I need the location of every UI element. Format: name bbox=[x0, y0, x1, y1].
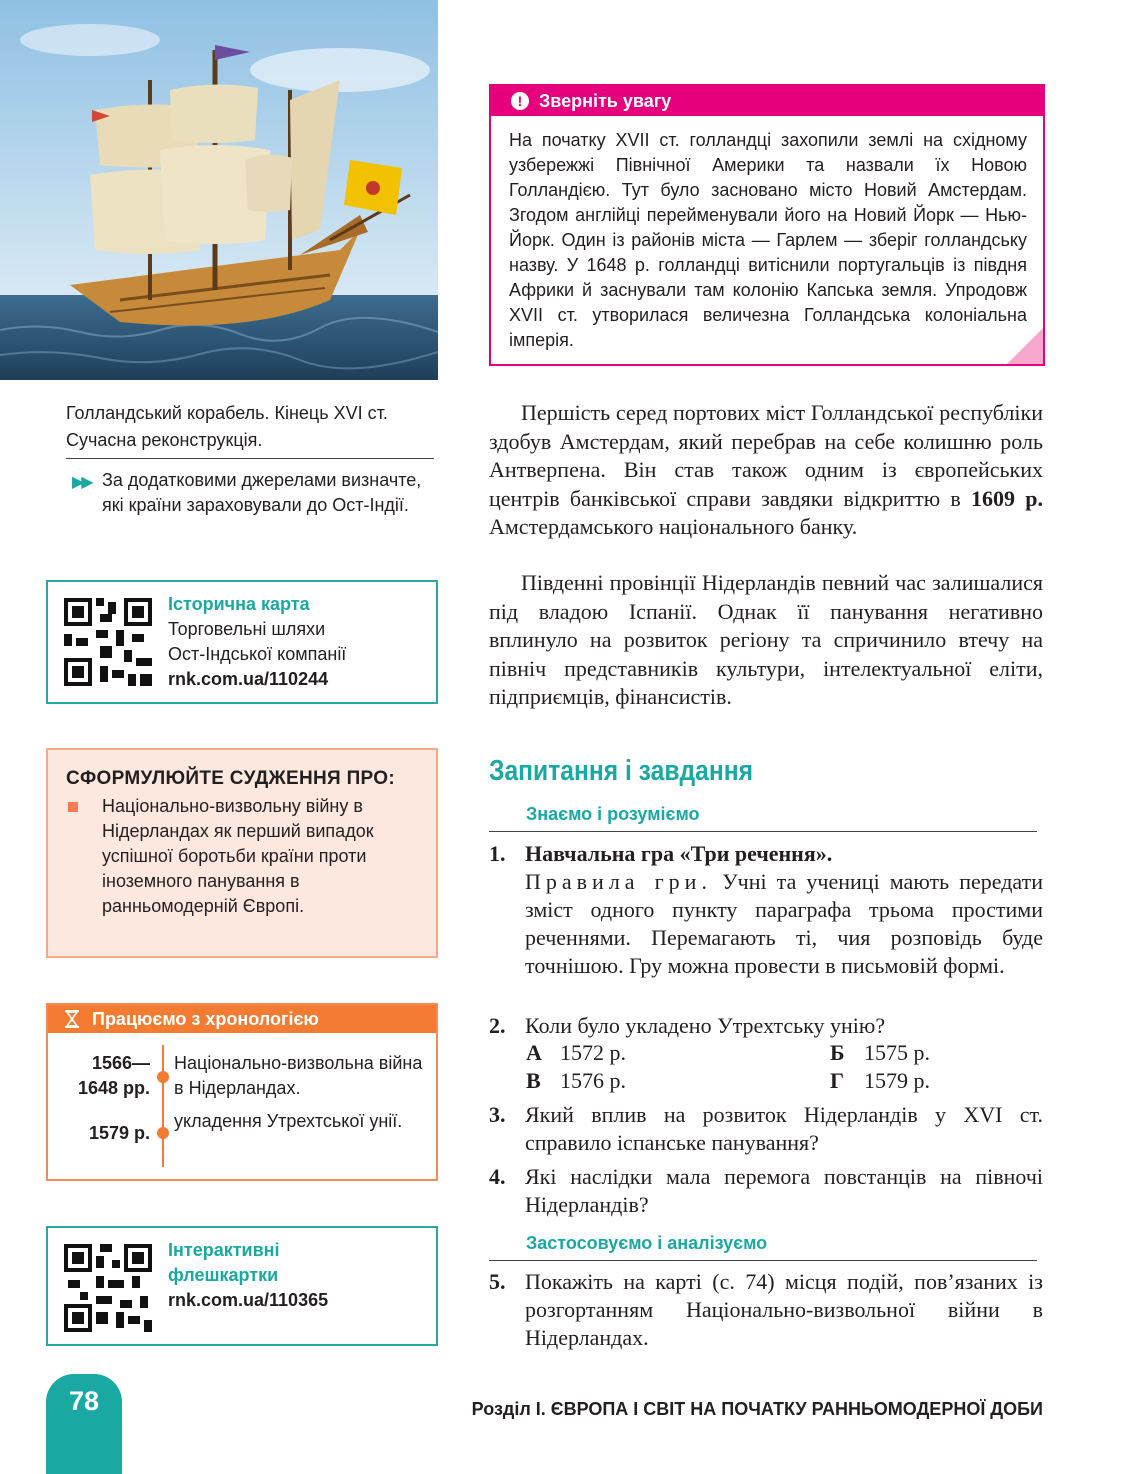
qr-flash-title: флешкартки bbox=[168, 1265, 279, 1285]
question-item bbox=[489, 1163, 1043, 1219]
chronology-date bbox=[50, 1051, 150, 1101]
timeline-line bbox=[162, 1045, 164, 1167]
question-title: Навчальна гра «Три речення». bbox=[525, 841, 833, 866]
chronology-box bbox=[46, 1003, 438, 1181]
paragraph-text: Амстердамського національного банку. bbox=[489, 514, 858, 539]
date-line: 1648 рр. bbox=[77, 1078, 150, 1098]
qr-flash-link[interactable]: rnk.com.ua/110365 bbox=[168, 1290, 329, 1310]
qr-map-title: Історична карта bbox=[168, 594, 310, 614]
question-item bbox=[489, 840, 1043, 980]
chronology-event: Національно-визвольна війна в Нідерландах. bbox=[174, 1053, 423, 1098]
exclamation-icon: ! bbox=[511, 92, 529, 110]
chronology-date bbox=[50, 1121, 150, 1146]
answer-option bbox=[526, 1040, 626, 1066]
attention-header bbox=[491, 86, 1043, 116]
qr-map-line2: Ост-Індської компанії bbox=[168, 644, 347, 664]
question-item bbox=[489, 1012, 1043, 1040]
question-number: 1. bbox=[489, 841, 506, 866]
qr-map-line1: Торговельні шляхи bbox=[168, 619, 326, 639]
question-text: Який вплив на розвиток Нідерландів у XVI ст. справило іспанське панування? bbox=[525, 1102, 1043, 1155]
timeline-dot bbox=[157, 1127, 169, 1139]
judgement-text: Національно-визвольну війну в Нідерландах як перший випадок успішної боротьби країни проти іноземного панування в ранньомодерній Європі. bbox=[102, 796, 374, 916]
judgement-box bbox=[46, 748, 438, 958]
question-number: 5. bbox=[489, 1269, 506, 1294]
qr-flash-title: Інтерактивні bbox=[168, 1240, 280, 1260]
answer-option bbox=[830, 1068, 930, 1094]
section-divider bbox=[489, 1260, 1037, 1261]
option-letter: Г bbox=[830, 1068, 844, 1093]
qr-map-link[interactable]: rnk.com.ua/110244 bbox=[168, 669, 329, 689]
date-line: 1579 р. bbox=[88, 1123, 150, 1143]
main-paragraph: Південні провінції Нідерландів певний час залишалися під владою Іспанії. Однак її панування негативно вплинуло на розвиток регіону та спричинило втечу на північ представників культури, інтелектуальної еліти, підприємців, фінансистів. bbox=[489, 570, 1043, 709]
qr-flashcards-box bbox=[46, 1226, 438, 1346]
answer-option bbox=[526, 1068, 626, 1094]
option-value: 1579 р. bbox=[864, 1068, 930, 1093]
double-arrow-icon: ▶▶ bbox=[72, 474, 91, 491]
chronology-title: Працюємо з хронологією bbox=[92, 1009, 319, 1029]
section-footer: Розділ I. ЄВРОПА І СВІТ НА ПОЧАТКУ РАННЬОМОДЕРНОЇ ДОБИ bbox=[471, 1399, 1043, 1419]
qr-code-icon[interactable] bbox=[64, 598, 152, 686]
option-value: 1572 р. bbox=[560, 1040, 626, 1065]
photo-caption: Голландський корабель. Кінець XVI ст. Сучасна реконструкція. bbox=[66, 403, 388, 450]
question-text: Покажіть на карті (с. 74) місця подій, пов’язаних із розгортанням Національно-визвольної війни в Нідерландах. bbox=[525, 1269, 1043, 1350]
question-number: 4. bbox=[489, 1164, 506, 1189]
paragraph-text: Першість серед портових міст Голландської республіки здобув Амстердам, який перебрав на себе колишню роль Антверпена. Він став також одним із європейських центрів банківської справи завдяки відкриттю в bbox=[489, 400, 1043, 511]
section-heading: Застосовуємо і аналізуємо bbox=[526, 1233, 768, 1253]
attention-title: Зверніть увагу bbox=[539, 91, 672, 111]
option-letter: А bbox=[526, 1040, 542, 1065]
option-value: 1576 р. bbox=[560, 1068, 626, 1093]
option-letter: Б bbox=[830, 1040, 845, 1065]
qr-code-icon[interactable] bbox=[64, 1244, 152, 1332]
main-paragraph bbox=[489, 399, 1043, 542]
page-curl-icon bbox=[1007, 328, 1043, 364]
hourglass-icon bbox=[64, 1010, 80, 1028]
question-number: 2. bbox=[489, 1013, 506, 1038]
chronology-event: укладення Утрехтської унії. bbox=[174, 1111, 403, 1131]
page-number: 78 bbox=[68, 1386, 100, 1416]
section-divider bbox=[489, 831, 1037, 832]
ship-photo bbox=[0, 0, 438, 380]
square-bullet-icon bbox=[68, 802, 78, 812]
questions-title: Запитання і завдання bbox=[489, 755, 753, 787]
section-heading: Знаємо і розуміємо bbox=[526, 804, 700, 824]
task-text: За додатковими джерелами визначте, які країни зараховували до Ост-Індії. bbox=[102, 470, 422, 515]
task-block bbox=[72, 468, 432, 518]
question-number: 3. bbox=[489, 1102, 506, 1127]
rules-label: Правила гри. bbox=[525, 869, 712, 894]
date-line: 1566— bbox=[91, 1053, 150, 1073]
option-letter: В bbox=[526, 1068, 541, 1093]
question-text: Які наслідки мала перемога повстанців на півночі Нідерландів? bbox=[525, 1164, 1043, 1217]
paragraph-bold-date: 1609 р. bbox=[971, 485, 1043, 511]
qr-map-box bbox=[46, 580, 438, 704]
question-text: Коли було укладено Утрехтську унію? bbox=[525, 1013, 886, 1038]
page-number-tab bbox=[46, 1374, 122, 1474]
chronology-header bbox=[48, 1005, 436, 1033]
timeline-dot bbox=[157, 1071, 169, 1083]
attention-text: На початку XVII ст. голландці захопили землі на східному узбережжі Північної Америки та назвали їх Новою Голландією. Тут було засновано місто Новий Амстердам. Згодом англійці перейменували його на Новий Йорк — Нью-Йорк. Один із районів міста — Гарлем — зберіг голландську назву. У 1648 р. голландці витіснили португальців із півдня Африки й заснували там колонію Капська земля. Упродовж XVII ст. утворилася величезна Голландська колоніальна імперія. bbox=[509, 130, 1027, 350]
judgement-title: СФОРМУЛЮЙТЕ СУДЖЕННЯ ПРО: bbox=[66, 768, 395, 789]
attention-box bbox=[489, 84, 1045, 366]
option-value: 1575 р. bbox=[864, 1040, 930, 1065]
question-item bbox=[489, 1101, 1043, 1157]
question-text: Учні та учениці мають передати зміст одного пункту параграфа трьома простими реченнями. Перемагають ті, чия розповідь буде точнішою. Гру можна провести в письмовій формі. bbox=[525, 869, 1044, 978]
answer-option bbox=[830, 1040, 930, 1066]
question-item bbox=[489, 1268, 1043, 1352]
caption-divider bbox=[66, 458, 434, 459]
